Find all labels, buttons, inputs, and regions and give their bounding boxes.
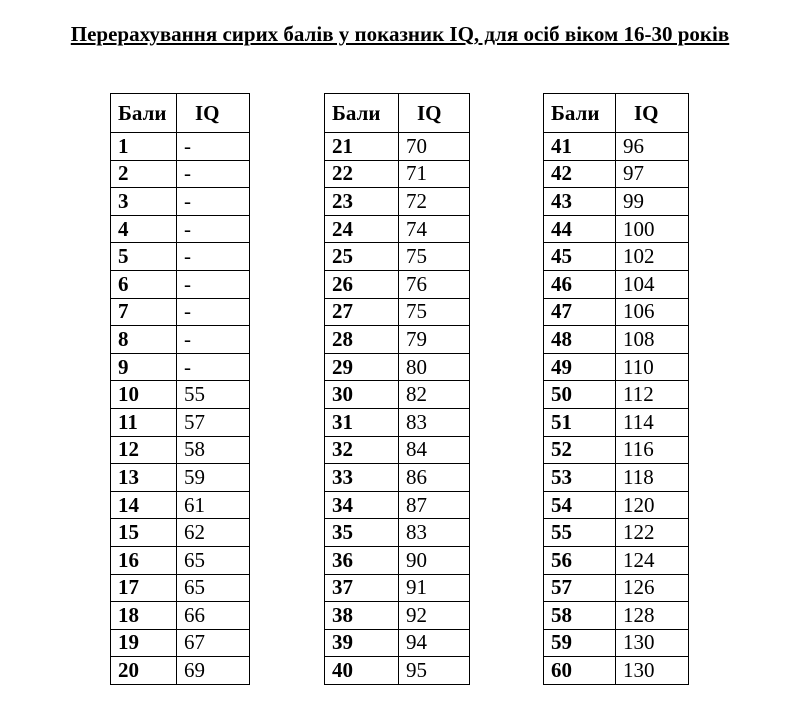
- raw-score-cell: 2: [111, 160, 177, 188]
- table-row: [544, 326, 689, 354]
- iq-value-cell: 84: [399, 436, 470, 464]
- iq-value-cell: 80: [399, 353, 470, 381]
- raw-score-cell: 32: [325, 436, 399, 464]
- iq-value-cell: -: [177, 160, 250, 188]
- iq-value-cell: -: [177, 188, 250, 216]
- table-row: [544, 353, 689, 381]
- raw-score-cell: 12: [111, 436, 177, 464]
- raw-score-cell: 34: [325, 491, 399, 519]
- raw-score-cell: 55: [544, 519, 616, 547]
- iq-value-cell: 83: [399, 519, 470, 547]
- raw-score-cell: 21: [325, 133, 399, 161]
- raw-score-cell: 36: [325, 546, 399, 574]
- iq-value-cell: 65: [177, 546, 250, 574]
- raw-score-cell: 48: [544, 326, 616, 354]
- iq-value-cell: 99: [616, 188, 689, 216]
- table-row: [544, 436, 689, 464]
- raw-score-cell: 20: [111, 657, 177, 685]
- raw-score-cell: 17: [111, 574, 177, 602]
- iq-value-cell: 67: [177, 629, 250, 657]
- raw-score-cell: 26: [325, 270, 399, 298]
- iq-value-cell: 126: [616, 574, 689, 602]
- iq-value-cell: 75: [399, 298, 470, 326]
- raw-score-cell: 53: [544, 464, 616, 492]
- table-row: [111, 408, 250, 436]
- iq-value-cell: 97: [616, 160, 689, 188]
- table-row: [325, 215, 470, 243]
- table-row: [325, 464, 470, 492]
- iq-value-cell: 61: [177, 491, 250, 519]
- raw-score-cell: 39: [325, 629, 399, 657]
- table-row: [111, 574, 250, 602]
- raw-score-cell: 52: [544, 436, 616, 464]
- iq-value-cell: 124: [616, 546, 689, 574]
- iq-header: IQ: [616, 94, 689, 133]
- iq-value-cell: 90: [399, 546, 470, 574]
- table-row: [325, 574, 470, 602]
- table-row: [111, 353, 250, 381]
- raw-score-cell: 16: [111, 546, 177, 574]
- table-row: [325, 629, 470, 657]
- table-row: [111, 602, 250, 630]
- iq-value-cell: 130: [616, 629, 689, 657]
- raw-score-cell: 13: [111, 464, 177, 492]
- iq-value-cell: 57: [177, 408, 250, 436]
- iq-value-cell: 94: [399, 629, 470, 657]
- raw-score-cell: 46: [544, 270, 616, 298]
- table-row: [111, 188, 250, 216]
- table-row: [544, 519, 689, 547]
- table-row: [111, 629, 250, 657]
- table-header-row: [111, 94, 250, 133]
- iq-value-cell: -: [177, 215, 250, 243]
- iq-value-cell: 100: [616, 215, 689, 243]
- iq-header: IQ: [399, 94, 470, 133]
- table-row: [325, 133, 470, 161]
- table-row: [325, 436, 470, 464]
- raw-score-cell: 35: [325, 519, 399, 547]
- table-row: [544, 133, 689, 161]
- table-row: [544, 629, 689, 657]
- raw-score-header: Бали: [111, 94, 177, 133]
- iq-value-cell: 95: [399, 657, 470, 685]
- table-row: [544, 657, 689, 685]
- table-row: [544, 298, 689, 326]
- raw-score-cell: 29: [325, 353, 399, 381]
- iq-value-cell: -: [177, 243, 250, 271]
- table-row: [325, 491, 470, 519]
- raw-score-cell: 58: [544, 602, 616, 630]
- table-row: [111, 215, 250, 243]
- raw-score-cell: 8: [111, 326, 177, 354]
- raw-score-cell: 19: [111, 629, 177, 657]
- table-row: [325, 298, 470, 326]
- iq-value-cell: 65: [177, 574, 250, 602]
- iq-value-cell: 69: [177, 657, 250, 685]
- iq-value-cell: -: [177, 298, 250, 326]
- iq-value-cell: 66: [177, 602, 250, 630]
- iq-value-cell: 71: [399, 160, 470, 188]
- iq-value-cell: 59: [177, 464, 250, 492]
- iq-value-cell: 104: [616, 270, 689, 298]
- table-row: [111, 160, 250, 188]
- page-title: Перерахування сирих балів у показник IQ, для осіб віком 16-30 років: [70, 22, 730, 46]
- raw-score-cell: 54: [544, 491, 616, 519]
- table-row: [111, 491, 250, 519]
- table-row: [325, 408, 470, 436]
- raw-score-cell: 23: [325, 188, 399, 216]
- raw-score-cell: 38: [325, 602, 399, 630]
- raw-score-cell: 15: [111, 519, 177, 547]
- iq-value-cell: 83: [399, 408, 470, 436]
- iq-value-cell: -: [177, 133, 250, 161]
- table-row: [111, 270, 250, 298]
- iq-value-cell: 122: [616, 519, 689, 547]
- raw-score-cell: 27: [325, 298, 399, 326]
- table-header-row: [325, 94, 470, 133]
- table-row: [111, 326, 250, 354]
- raw-score-cell: 50: [544, 381, 616, 409]
- table-row: [325, 381, 470, 409]
- iq-value-cell: 76: [399, 270, 470, 298]
- raw-score-cell: 6: [111, 270, 177, 298]
- raw-score-cell: 10: [111, 381, 177, 409]
- raw-score-cell: 22: [325, 160, 399, 188]
- raw-score-cell: 11: [111, 408, 177, 436]
- raw-score-cell: 3: [111, 188, 177, 216]
- iq-value-cell: 79: [399, 326, 470, 354]
- table-row: [544, 574, 689, 602]
- iq-value-cell: 82: [399, 381, 470, 409]
- table-row: [111, 298, 250, 326]
- table-row: [544, 270, 689, 298]
- table-row: [544, 546, 689, 574]
- iq-value-cell: 55: [177, 381, 250, 409]
- raw-score-cell: 45: [544, 243, 616, 271]
- raw-score-cell: 41: [544, 133, 616, 161]
- table-row: [325, 546, 470, 574]
- iq-value-cell: 96: [616, 133, 689, 161]
- iq-value-cell: 92: [399, 602, 470, 630]
- table-row: [111, 546, 250, 574]
- iq-header: IQ: [177, 94, 250, 133]
- table-row: [325, 353, 470, 381]
- raw-score-cell: 31: [325, 408, 399, 436]
- iq-value-cell: 130: [616, 657, 689, 685]
- table-row: [111, 464, 250, 492]
- iq-value-cell: 118: [616, 464, 689, 492]
- iq-value-cell: -: [177, 326, 250, 354]
- raw-score-cell: 51: [544, 408, 616, 436]
- table-row: [325, 160, 470, 188]
- raw-score-cell: 42: [544, 160, 616, 188]
- table-row: [544, 408, 689, 436]
- iq-value-cell: 116: [616, 436, 689, 464]
- iq-value-cell: 112: [616, 381, 689, 409]
- iq-value-cell: -: [177, 270, 250, 298]
- iq-value-cell: 58: [177, 436, 250, 464]
- table-row: [111, 381, 250, 409]
- iq-value-cell: -: [177, 353, 250, 381]
- table-row: [325, 519, 470, 547]
- table-header-row: [544, 94, 689, 133]
- iq-value-cell: 102: [616, 243, 689, 271]
- raw-score-cell: 47: [544, 298, 616, 326]
- raw-score-cell: 40: [325, 657, 399, 685]
- table-row: [544, 602, 689, 630]
- iq-value-cell: 108: [616, 326, 689, 354]
- iq-value-cell: 75: [399, 243, 470, 271]
- iq-value-cell: 128: [616, 602, 689, 630]
- raw-score-cell: 44: [544, 215, 616, 243]
- table-row: [325, 243, 470, 271]
- raw-score-cell: 25: [325, 243, 399, 271]
- raw-score-cell: 30: [325, 381, 399, 409]
- table-row: [111, 657, 250, 685]
- table-row: [111, 519, 250, 547]
- raw-score-cell: 28: [325, 326, 399, 354]
- table-row: [544, 243, 689, 271]
- iq-value-cell: 106: [616, 298, 689, 326]
- raw-score-cell: 56: [544, 546, 616, 574]
- iq-value-cell: 91: [399, 574, 470, 602]
- iq-value-cell: 110: [616, 353, 689, 381]
- table-row: [544, 491, 689, 519]
- raw-score-cell: 33: [325, 464, 399, 492]
- raw-score-cell: 4: [111, 215, 177, 243]
- conversion-table-2: [324, 93, 470, 685]
- raw-score-header: Бали: [544, 94, 616, 133]
- table-row: [111, 133, 250, 161]
- raw-score-cell: 14: [111, 491, 177, 519]
- table-row: [544, 464, 689, 492]
- iq-value-cell: 62: [177, 519, 250, 547]
- raw-score-cell: 59: [544, 629, 616, 657]
- iq-value-cell: 87: [399, 491, 470, 519]
- table-row: [325, 326, 470, 354]
- iq-value-cell: 114: [616, 408, 689, 436]
- raw-score-cell: 18: [111, 602, 177, 630]
- raw-score-cell: 43: [544, 188, 616, 216]
- table-row: [325, 270, 470, 298]
- raw-score-cell: 57: [544, 574, 616, 602]
- iq-value-cell: 72: [399, 188, 470, 216]
- raw-score-cell: 5: [111, 243, 177, 271]
- raw-score-cell: 7: [111, 298, 177, 326]
- raw-score-cell: 37: [325, 574, 399, 602]
- table-row: [544, 215, 689, 243]
- table-row: [325, 657, 470, 685]
- raw-score-cell: 49: [544, 353, 616, 381]
- table-row: [325, 602, 470, 630]
- table-row: [111, 436, 250, 464]
- conversion-table-1: [110, 93, 250, 685]
- raw-score-cell: 24: [325, 215, 399, 243]
- table-row: [544, 188, 689, 216]
- raw-score-cell: 60: [544, 657, 616, 685]
- table-row: [325, 188, 470, 216]
- raw-score-cell: 9: [111, 353, 177, 381]
- raw-score-header: Бали: [325, 94, 399, 133]
- iq-value-cell: 120: [616, 491, 689, 519]
- iq-value-cell: 74: [399, 215, 470, 243]
- raw-score-cell: 1: [111, 133, 177, 161]
- iq-value-cell: 70: [399, 133, 470, 161]
- table-row: [111, 243, 250, 271]
- table-row: [544, 160, 689, 188]
- conversion-table-3: [543, 93, 689, 685]
- table-row: [544, 381, 689, 409]
- iq-value-cell: 86: [399, 464, 470, 492]
